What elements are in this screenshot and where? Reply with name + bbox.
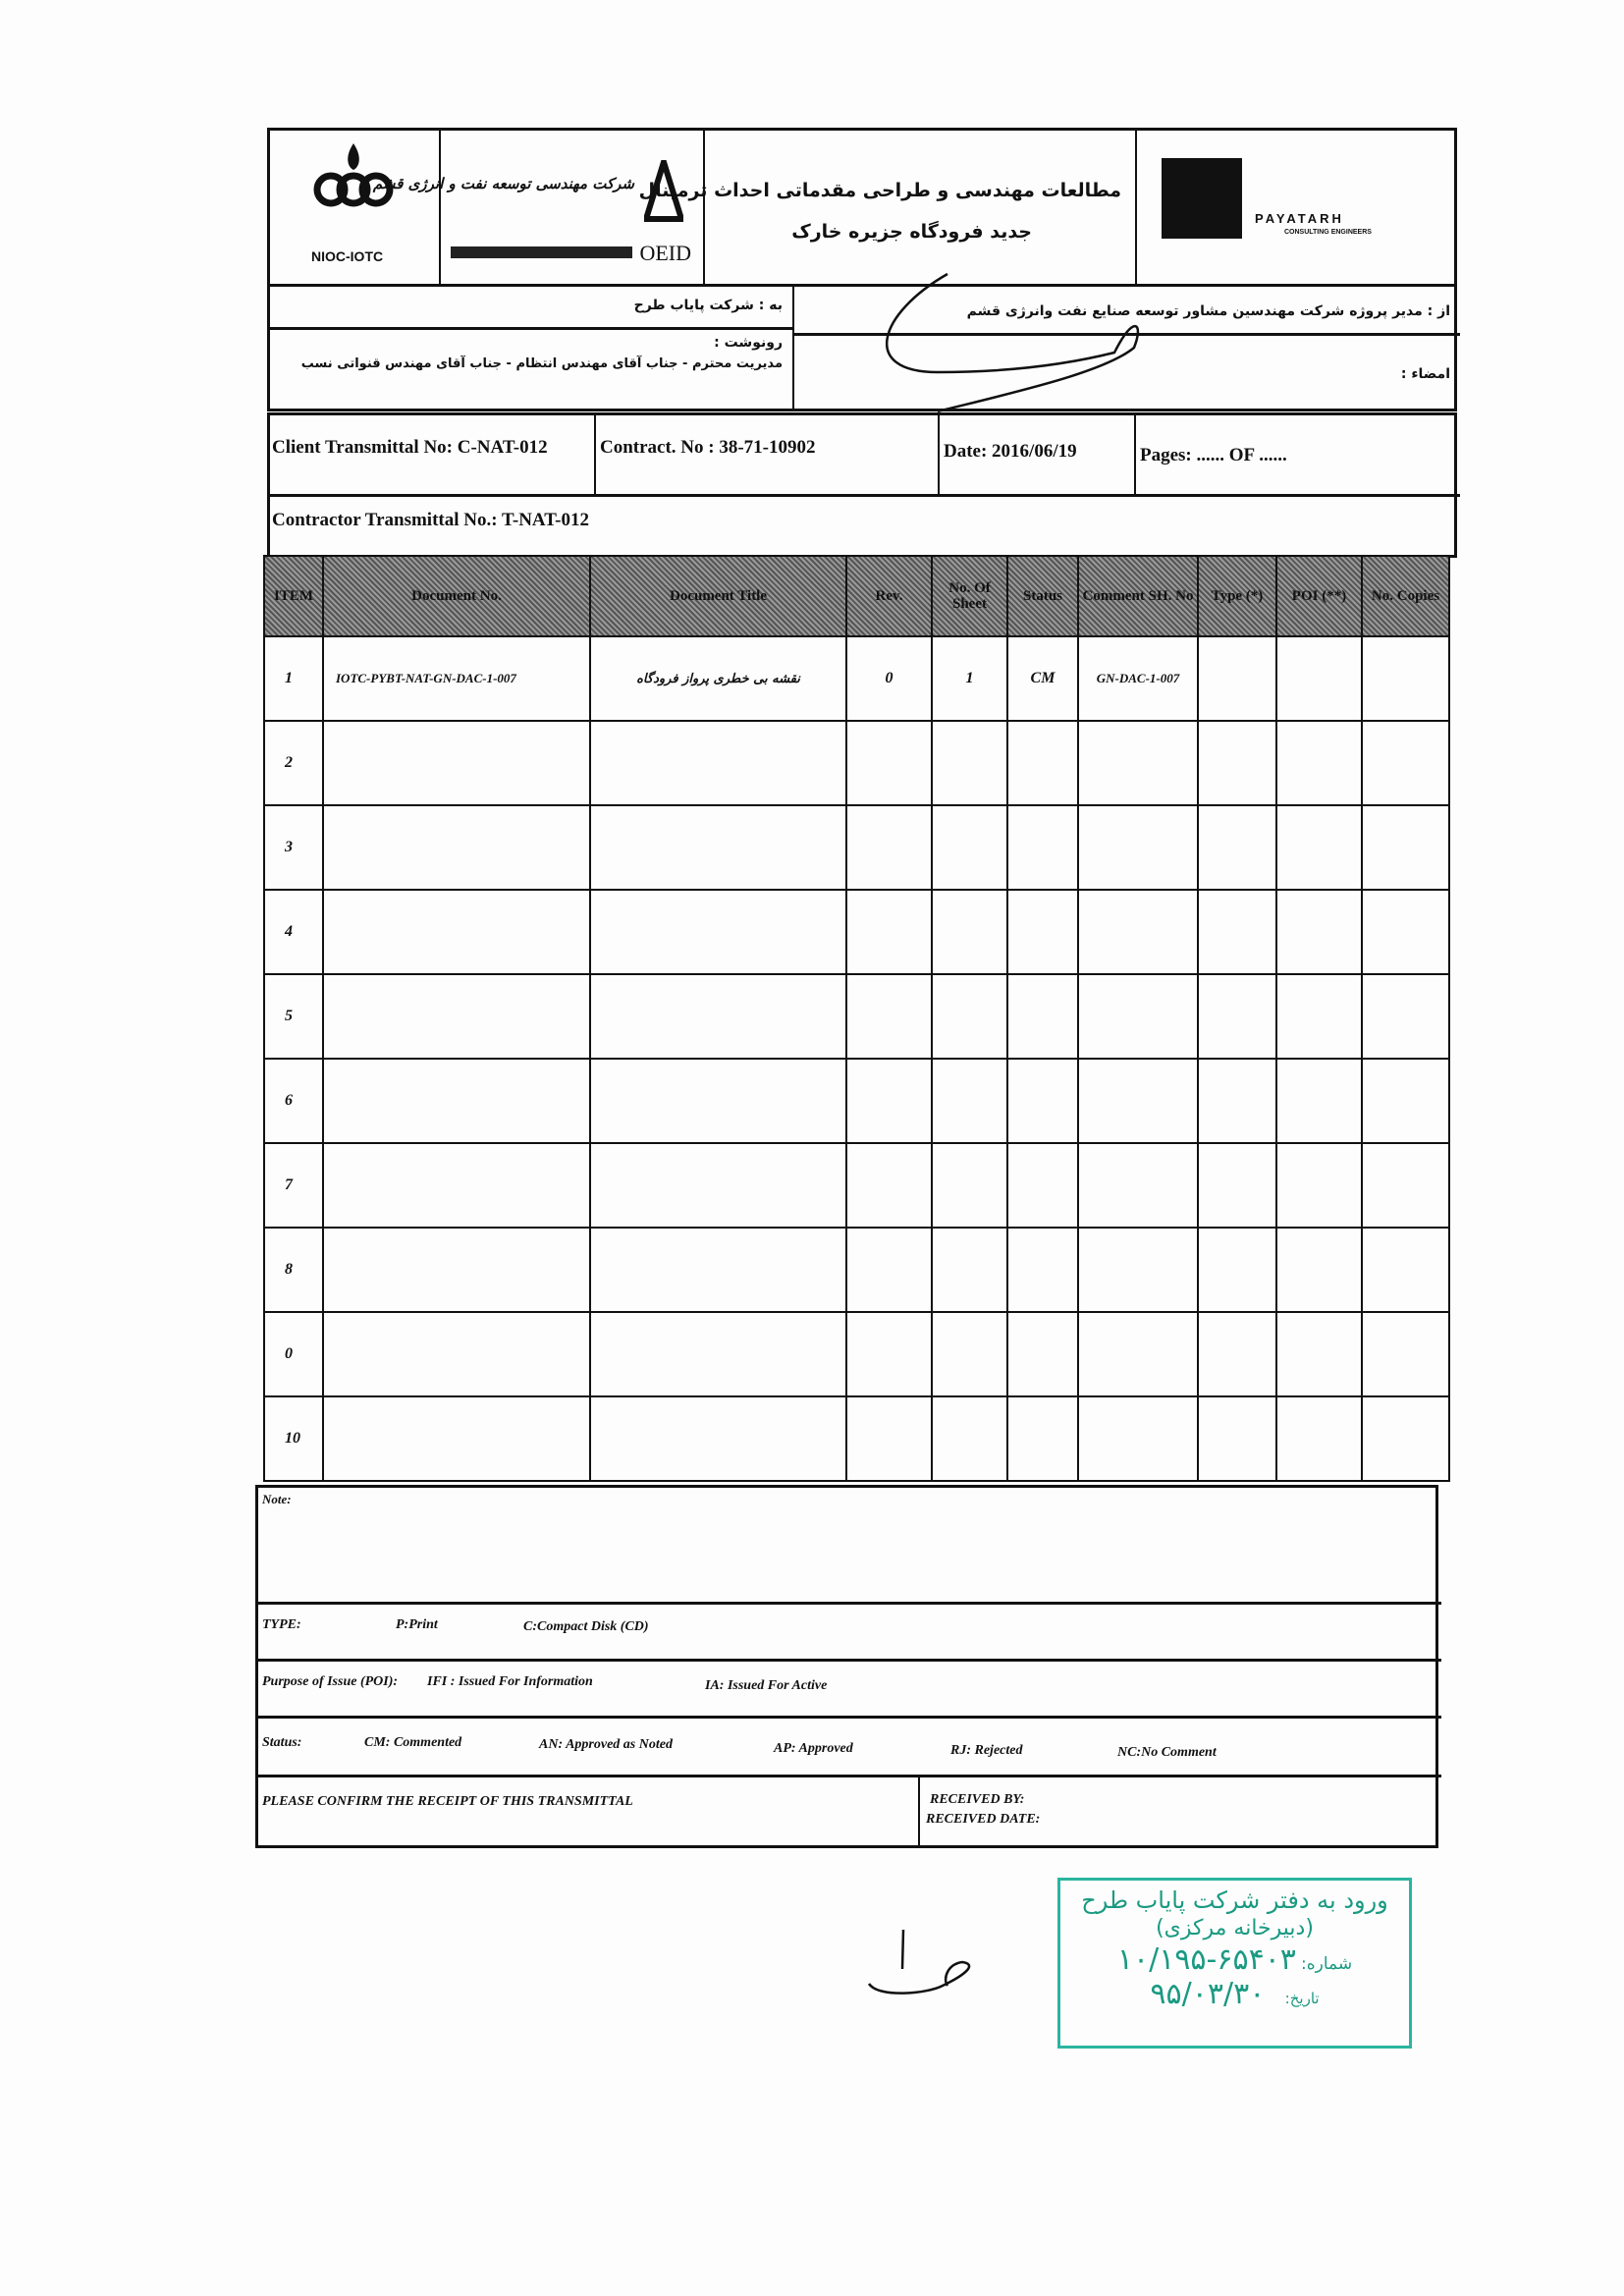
table-cell — [846, 721, 932, 805]
table-cell — [323, 1143, 590, 1228]
table-cell — [323, 1228, 590, 1312]
type-cd: C:Compact Disk (CD) — [523, 1619, 649, 1634]
contract-no: Contract. No : 38-71-10902 — [600, 437, 816, 458]
table-cell — [323, 1312, 590, 1396]
table-cell — [1007, 1312, 1078, 1396]
table-cell: CM — [1007, 636, 1078, 721]
table-cell — [932, 1312, 1007, 1396]
table-cell — [846, 1228, 932, 1312]
status-cm: CM: Commented — [364, 1735, 462, 1750]
cc-field: مدیریت محترم - جناب آقای مهندس انتظام - جناب آقای مهندس قنواتی نسب — [300, 356, 783, 371]
table-cell — [846, 890, 932, 974]
to-field: به : شرکت پایاب طرح — [633, 298, 783, 313]
oeid-logo-fa: شرکت مهندسی توسعه نفت و انرژی قشم — [372, 175, 634, 192]
table-cell — [1078, 1228, 1198, 1312]
table-cell — [590, 1312, 846, 1396]
table-cell — [1276, 1059, 1362, 1143]
stamp-line1: ورود به دفتر شرکت پایاب طرح — [1081, 1886, 1388, 1914]
type-label: TYPE: — [262, 1617, 301, 1632]
table-cell — [1362, 636, 1449, 721]
table-cell — [846, 1059, 932, 1143]
handwritten-initial — [859, 1925, 997, 2003]
stamp-number-label: شماره: — [1301, 1954, 1353, 1974]
table-cell — [1198, 721, 1276, 805]
table-row — [264, 974, 1449, 1059]
project-title-line2: جدید فرودگاه جزیره خارک — [791, 221, 1032, 243]
confirm-receipt-text: PLEASE CONFIRM THE RECEIPT OF THIS TRANSMITTAL — [262, 1794, 633, 1809]
column-header: POI (**) — [1276, 556, 1362, 636]
table-cell — [1276, 1228, 1362, 1312]
from-field: از : مدیر پروژه شرکت مهندسین مشاور توسعه صنایع نفت وانرژی قشم — [966, 303, 1450, 319]
table-cell — [1078, 721, 1198, 805]
table-cell — [1276, 1143, 1362, 1228]
table-cell: 7 — [264, 1143, 323, 1228]
table-cell — [590, 890, 846, 974]
table-cell — [1276, 721, 1362, 805]
table-cell — [590, 805, 846, 890]
table-cell: 0 — [846, 636, 932, 721]
oeid-logo-cell — [372, 131, 705, 284]
table-cell — [1362, 1143, 1449, 1228]
type-print: P:Print — [396, 1617, 438, 1632]
table-cell — [1198, 805, 1276, 890]
column-header: Document Title — [590, 556, 846, 636]
status-label: Status: — [262, 1735, 302, 1750]
table-cell — [1078, 974, 1198, 1059]
table-cell — [1198, 1312, 1276, 1396]
nioc-logo-cell — [270, 131, 441, 284]
table-cell — [1362, 1228, 1449, 1312]
cc-label: رونوشت : — [714, 335, 783, 351]
table-cell — [846, 805, 932, 890]
table-cell — [323, 721, 590, 805]
table-cell — [590, 1143, 846, 1228]
table-cell — [1078, 1396, 1198, 1481]
table-cell: 10 — [264, 1396, 323, 1481]
table-cell — [590, 974, 846, 1059]
contractor-transmittal-no: Contractor Transmittal No.: T-NAT-012 — [272, 510, 589, 530]
column-header: Comment SH. No — [1078, 556, 1198, 636]
column-header: No. Copies — [1362, 556, 1449, 636]
table-cell — [1362, 1059, 1449, 1143]
table-cell — [932, 974, 1007, 1059]
addressing-box — [267, 284, 1457, 411]
column-header: No. Of Sheet — [932, 556, 1007, 636]
table-cell — [932, 805, 1007, 890]
table-cell: 3 — [264, 805, 323, 890]
received-by-label: RECEIVED BY: — [930, 1792, 1025, 1807]
stamp-number: ۱۰/۱۹۵-۶۵۴۰۳ — [1116, 1942, 1296, 1977]
table-cell — [1362, 1396, 1449, 1481]
table-cell: 6 — [264, 1059, 323, 1143]
table-cell — [1276, 890, 1362, 974]
receipt-stamp — [1057, 1878, 1412, 2049]
table-cell — [932, 1143, 1007, 1228]
table-cell — [1007, 721, 1078, 805]
note-label: Note: — [262, 1492, 292, 1506]
poi-ia: IA: Issued For Active — [705, 1678, 828, 1693]
table-cell — [1198, 890, 1276, 974]
table-cell — [323, 974, 590, 1059]
table-cell — [323, 1059, 590, 1143]
table-header-row — [264, 556, 1449, 636]
table-cell — [323, 1396, 590, 1481]
status-ap: AP: Approved — [774, 1741, 853, 1756]
table-cell — [1007, 1143, 1078, 1228]
table-cell — [1276, 1396, 1362, 1481]
table-cell — [1362, 890, 1449, 974]
table-cell: 4 — [264, 890, 323, 974]
table-cell: 8 — [264, 1228, 323, 1312]
table-cell: 0 — [264, 1312, 323, 1396]
table-row — [264, 636, 1449, 721]
table-row — [264, 1143, 1449, 1228]
project-title-line1: مطالعات مهندسی و طراحی مقدماتی احداث ترمینال — [638, 180, 1121, 201]
table-cell — [1007, 1396, 1078, 1481]
table-cell — [1198, 1059, 1276, 1143]
table-cell — [932, 721, 1007, 805]
date-field: Date: 2016/06/19 — [944, 441, 1077, 462]
table-cell — [1078, 1059, 1198, 1143]
table-cell — [846, 1396, 932, 1481]
table-cell — [1007, 805, 1078, 890]
table-cell — [1276, 805, 1362, 890]
table-cell — [590, 721, 846, 805]
table-cell — [1198, 1143, 1276, 1228]
status-an: AN: Approved as Noted — [539, 1737, 673, 1752]
stamp-date-label: تاریخ: — [1284, 1990, 1320, 2007]
payatarh-logo-sub: CONSULTING ENGINEERS — [1284, 229, 1372, 236]
legend-box — [255, 1485, 1438, 1848]
table-cell: 1 — [264, 636, 323, 721]
table-cell — [1362, 1312, 1449, 1396]
table-cell — [1078, 1312, 1198, 1396]
received-date-label: RECEIVED DATE: — [926, 1812, 1041, 1827]
table-cell — [1198, 636, 1276, 721]
table-cell — [1007, 890, 1078, 974]
signature-mark — [820, 254, 1232, 421]
stamp-line2: (دبیرخانه مرکزی) — [1156, 1916, 1314, 1941]
table-cell — [1362, 805, 1449, 890]
column-header: Status — [1007, 556, 1078, 636]
table-cell: 5 — [264, 974, 323, 1059]
payatarh-logo-text: PAYATARH — [1255, 211, 1344, 226]
document-table — [263, 555, 1450, 1482]
table-cell: 1 — [932, 636, 1007, 721]
table-row — [264, 1228, 1449, 1312]
column-header: Document No. — [323, 556, 590, 636]
table-row — [264, 721, 1449, 805]
table-cell — [1276, 974, 1362, 1059]
table-row — [264, 805, 1449, 890]
table-cell — [1198, 1228, 1276, 1312]
table-cell — [1362, 974, 1449, 1059]
table-cell — [1276, 636, 1362, 721]
table-cell — [590, 1228, 846, 1312]
table-cell: 2 — [264, 721, 323, 805]
table-cell — [932, 890, 1007, 974]
table-cell — [590, 1059, 846, 1143]
table-cell — [1078, 890, 1198, 974]
info-box — [267, 412, 1457, 558]
poi-label: Purpose of Issue (POI): — [262, 1674, 399, 1689]
oeid-logo-text: OEID — [639, 241, 691, 265]
table-cell — [323, 890, 590, 974]
table-cell — [846, 1312, 932, 1396]
payatarh-logo-icon — [1162, 158, 1242, 239]
pages-field: Pages: ...... OF ...... — [1140, 445, 1287, 465]
column-header: Type (*) — [1198, 556, 1276, 636]
table-cell — [1007, 1059, 1078, 1143]
table-cell — [846, 974, 932, 1059]
table-cell — [1078, 1143, 1198, 1228]
column-header: ITEM — [264, 556, 323, 636]
table-cell — [932, 1059, 1007, 1143]
client-transmittal-no: Client Transmittal No: C-NAT-012 — [272, 437, 548, 458]
poi-ifi: IFI : Issued For Information — [427, 1674, 593, 1689]
table-row — [264, 1312, 1449, 1396]
table-cell — [1198, 1396, 1276, 1481]
stamp-date: ۹۵/۰۳/۳۰ — [1150, 1977, 1266, 2011]
table-cell: IOTC-PYBT-NAT-GN-DAC-1-007 — [323, 636, 590, 721]
status-rj: RJ: Rejected — [950, 1743, 1023, 1758]
table-cell — [932, 1396, 1007, 1481]
table-cell — [1362, 721, 1449, 805]
table-cell — [1276, 1312, 1362, 1396]
table-cell — [932, 1228, 1007, 1312]
nioc-logo-text: NIOC-IOTC — [311, 248, 384, 264]
table-row — [264, 1059, 1449, 1143]
status-nc: NC:No Comment — [1117, 1745, 1217, 1760]
table-cell: GN-DAC-1-007 — [1078, 636, 1198, 721]
table-cell — [846, 1143, 932, 1228]
signature-label: امضاء : — [1400, 366, 1450, 382]
table-row — [264, 1396, 1449, 1481]
table-cell — [1007, 974, 1078, 1059]
table-row — [264, 890, 1449, 974]
table-cell — [1198, 974, 1276, 1059]
table-cell — [1007, 1228, 1078, 1312]
column-header: Rev. — [846, 556, 932, 636]
table-cell — [590, 1396, 846, 1481]
table-cell: نقشه بی خطری پرواز فرودگاه — [590, 636, 846, 721]
table-cell — [1078, 805, 1198, 890]
table-cell — [323, 805, 590, 890]
